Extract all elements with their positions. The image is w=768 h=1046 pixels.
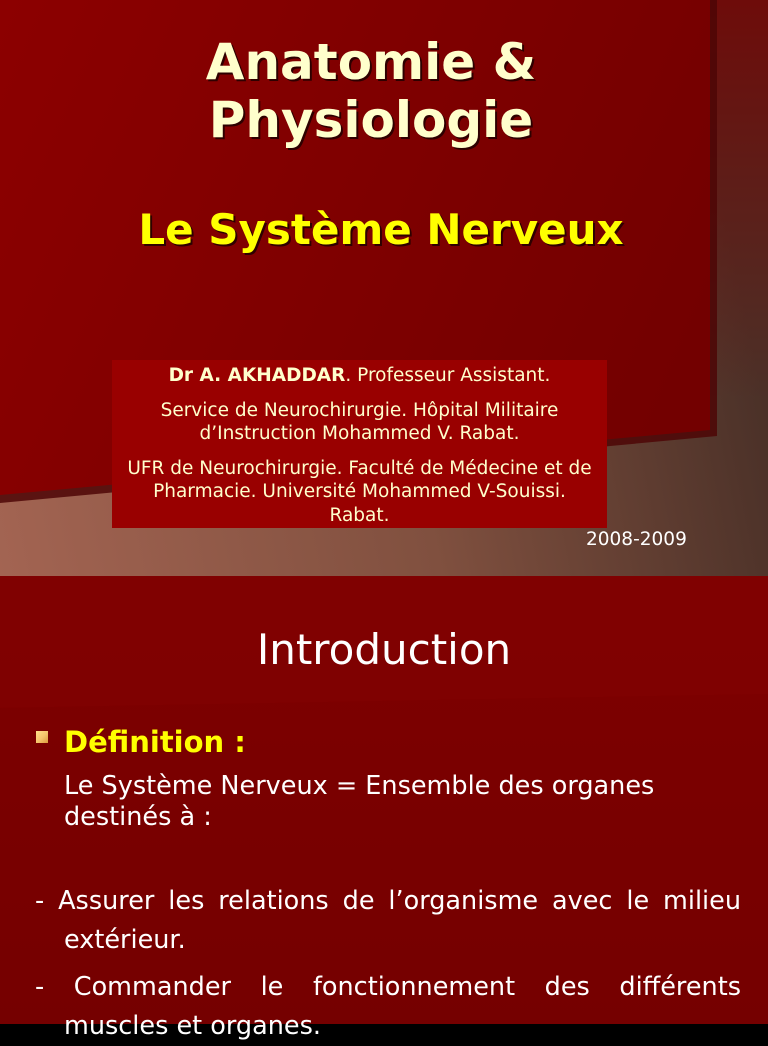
function-list — [35, 882, 741, 1046]
introduction-slide — [0, 576, 768, 1041]
presenter-line — [126, 364, 593, 388]
presenter-name: Dr A. AKHADDAR — [168, 365, 346, 386]
list-item: - Assurer les relations de l’organisme avec le milieu extérieur. — [35, 885, 741, 955]
slide-subtitle: Le Système Nerveux — [138, 205, 624, 254]
title-line: Anatomie & — [205, 33, 537, 91]
presenter-info-box — [112, 360, 607, 528]
title-line: Physiologie — [208, 91, 534, 149]
affiliation-university: UFR de Neurochirurgie. Faculté de Médecine et de Pharmacie. Université Mohammed V-Souissi. Rabat. — [127, 457, 592, 526]
academic-year: 2008-2009 — [586, 529, 687, 550]
affiliation-department: Service de Neurochirurgie. Hôpital Militaire d’Instruction Mohammed V. Rabat. — [160, 399, 559, 444]
definition-text: Le Système Nerveux = Ensemble des organes destinés à : — [64, 771, 655, 832]
definition-heading: Définition : — [64, 725, 246, 759]
square-bullet-icon — [36, 731, 48, 743]
list-item: - Commander le fonctionnement des différents muscles et organes. — [35, 971, 741, 1041]
slide-title: Introduction — [256, 625, 512, 674]
presenter-title: . Professeur Assistant. — [345, 365, 551, 386]
slide-title — [0, 33, 742, 149]
